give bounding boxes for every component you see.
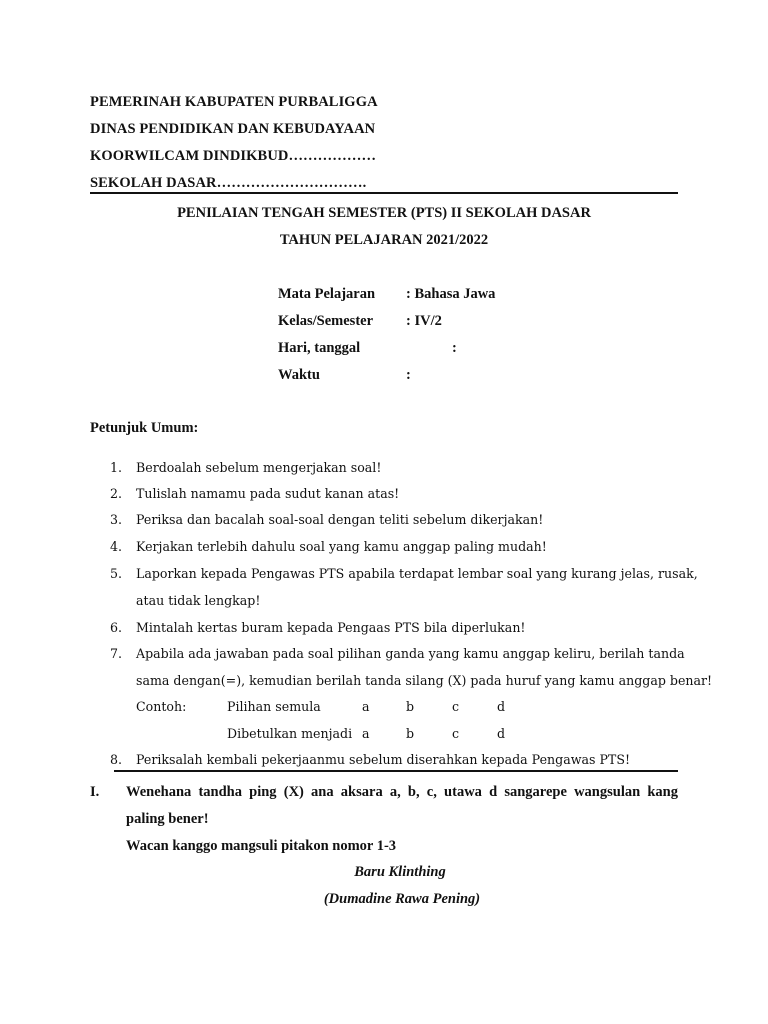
instruction-number: 6. bbox=[109, 620, 122, 635]
info-date-label: Hari, tanggal bbox=[278, 340, 361, 356]
instruction-number: 2. bbox=[109, 486, 122, 501]
exam-title: PENILAIAN TENGAH SEMESTER (PTS) II SEKOLAH DASAR bbox=[177, 205, 591, 221]
instruction-text-continued: atau tidak lengkap! bbox=[136, 593, 261, 608]
example-option-d: d bbox=[497, 726, 506, 741]
section-number: I. bbox=[90, 784, 100, 800]
instruction-text: Laporkan kepada Pengawas PTS apabila terdapat lembar soal yang kurang jelas, rusak, bbox=[136, 566, 698, 581]
example-option-a: a bbox=[362, 699, 370, 714]
instruction-number: 8. bbox=[109, 752, 122, 767]
header-divider bbox=[90, 192, 678, 194]
example-option-b: b bbox=[406, 726, 415, 741]
instruction-number: 5. bbox=[109, 566, 122, 581]
instruction-text-continued: sama dengan(=), kemudian berilah tanda silang (X) pada huruf yang kamu anggap benar! bbox=[136, 673, 713, 688]
header-department: DINAS PENDIDIKAN DAN KEBUDAYAAN bbox=[90, 121, 376, 137]
instruction-text: Berdoalah sebelum mengerjakan soal! bbox=[136, 460, 382, 475]
section-divider bbox=[114, 770, 678, 772]
example-option-c: c bbox=[452, 699, 460, 714]
example-option-a: a bbox=[362, 726, 370, 741]
example-original-label: Pilihan semula bbox=[227, 699, 321, 714]
reading-instruction: Wacan kanggo mangsuli pitakon nomor 1-3 bbox=[126, 838, 397, 854]
example-option-b: b bbox=[406, 699, 415, 714]
header-school: SEKOLAH DASAR…………………………. bbox=[90, 175, 367, 191]
story-subtitle: (Dumadine Rawa Pening) bbox=[323, 891, 481, 907]
instruction-text: Mintalah kertas buram kepada Pengaas PTS bila diperlukan! bbox=[136, 620, 526, 635]
instruction-number: 4. bbox=[109, 539, 122, 554]
story-title: Baru Klinthing bbox=[354, 864, 446, 880]
info-time-value: : bbox=[406, 367, 411, 383]
instructions-heading: Petunjuk Umum: bbox=[90, 420, 199, 436]
header-koorwilcam: KOORWILCAM DINDIKBUD……………… bbox=[90, 148, 377, 164]
instruction-text: Kerjakan terlebih dahulu soal yang kamu anggap paling mudah! bbox=[136, 539, 547, 554]
example-option-d: d bbox=[497, 699, 506, 714]
info-subject-value: : Bahasa Jawa bbox=[406, 286, 496, 302]
instruction-text: Periksa dan bacalah soal-soal dengan teliti sebelum dikerjakan! bbox=[136, 512, 544, 527]
instruction-text: Tulislah namamu pada sudut kanan atas! bbox=[136, 486, 400, 501]
info-time-label: Waktu bbox=[278, 367, 320, 383]
instruction-text: Periksalah kembali pekerjaanmu sebelum diserahkan kepada Pengawas PTS! bbox=[136, 752, 631, 767]
example-corrected-label: Dibetulkan menjadi bbox=[227, 726, 353, 741]
instruction-number: 7. bbox=[109, 646, 122, 661]
info-class-value: : IV/2 bbox=[406, 313, 442, 329]
info-date-value: : bbox=[452, 340, 457, 356]
section-instruction: Wenehana tandha ping (X) ana aksara a, b, c, utawa d sangarepe wangsulan kang bbox=[126, 784, 678, 800]
instruction-number: 3. bbox=[109, 512, 122, 527]
section-instruction-continued: paling bener! bbox=[126, 811, 209, 827]
instruction-text: Apabila ada jawaban pada soal pilihan ganda yang kamu anggap keliru, berilah tanda bbox=[136, 646, 685, 661]
instruction-number: 1. bbox=[109, 460, 122, 475]
exam-year: TAHUN PELAJARAN 2021/2022 bbox=[279, 232, 489, 248]
info-class-label: Kelas/Semester bbox=[278, 313, 374, 329]
example-label: Contoh: bbox=[136, 699, 187, 714]
header-government: PEMERINAH KABUPATEN PURBALIGGA bbox=[90, 94, 378, 110]
example-option-c: c bbox=[452, 726, 460, 741]
info-subject-label: Mata Pelajaran bbox=[278, 286, 376, 302]
